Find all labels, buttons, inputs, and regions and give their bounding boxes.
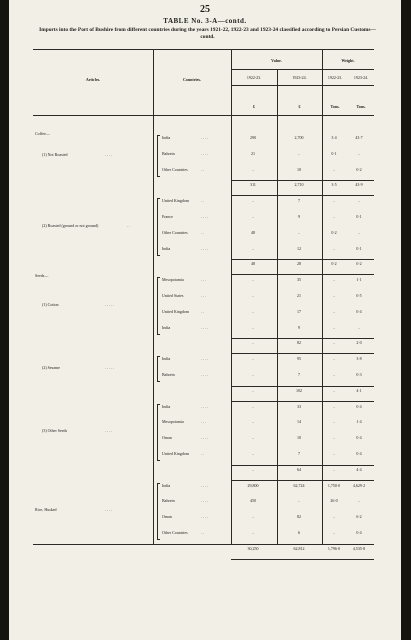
cell-w2: 4,535·8 <box>352 545 366 551</box>
cell-w1: 26·0 <box>330 498 338 504</box>
cell-w1: .. <box>333 387 335 393</box>
cell-w1: .. <box>333 419 335 425</box>
cell-w2: .. <box>358 229 360 235</box>
leader-dots: . . <box>201 166 204 172</box>
leader-dots: . . . . <box>201 435 208 441</box>
leader-dots: . . . . <box>201 150 208 156</box>
country-name: Bahrein <box>162 150 175 156</box>
rule-line <box>231 180 374 181</box>
cell-v2: 28 <box>297 261 301 267</box>
cell-w1: 0·2 <box>331 261 337 267</box>
cell-v2: 7 <box>298 372 300 377</box>
country-name: Other Countries <box>162 166 188 172</box>
country-name: Mesopotamia <box>162 419 184 425</box>
leader-dots: . . . . <box>201 214 208 219</box>
cell-v1: 311 <box>250 182 256 188</box>
rule-line <box>33 544 374 545</box>
article-label: Rice, Husked <box>35 507 57 513</box>
leader-dots: . . . . <box>201 514 208 520</box>
article-label: (3) Other Seeds <box>42 428 68 434</box>
rule-line <box>231 338 374 339</box>
weight-header: Weight. <box>341 58 355 63</box>
cell-v2: 102 <box>296 387 302 393</box>
page-number: 25 <box>200 4 210 15</box>
country-name: Bahrein <box>162 372 175 377</box>
cell-v1: 48 <box>251 229 255 235</box>
cell-w1: 3·4 <box>331 135 337 140</box>
cell-v2: 7 <box>298 198 300 204</box>
cell-w2: .. <box>358 498 360 504</box>
cell-v1: 30,250 <box>247 545 259 551</box>
cell-w1: 3·5 <box>331 182 337 188</box>
cell-w1: .. <box>333 198 335 204</box>
cell-v1: .. <box>252 372 254 377</box>
country-name: India <box>162 482 171 488</box>
cell-v1: .. <box>252 514 254 520</box>
unit-header: Tons. <box>330 104 340 109</box>
cell-w1: .. <box>333 372 335 377</box>
document-page <box>9 0 401 640</box>
cell-w1: .. <box>333 514 335 520</box>
rule-line <box>231 559 374 560</box>
imports-table <box>33 49 374 551</box>
cell-v2: 62,812 <box>293 545 305 551</box>
cell-v1: .. <box>252 198 254 204</box>
rule-line <box>231 480 374 481</box>
cell-v2: 35 <box>297 277 301 283</box>
rule-line <box>231 386 374 387</box>
rule-line <box>231 401 374 402</box>
country-name: India <box>162 356 171 362</box>
cell-v2: 17 <box>297 308 301 314</box>
cell-w2: 0·1 <box>356 245 362 251</box>
cell-w2: 0·5 <box>356 293 362 298</box>
cell-w2: 1·4 <box>356 419 362 425</box>
cell-v2: 82 <box>297 340 301 346</box>
cell-v1: .. <box>252 245 254 251</box>
cell-w1: 0·1 <box>331 150 337 156</box>
rule-line <box>231 353 374 354</box>
cell-w1: 1,750·0 <box>327 482 341 488</box>
cell-v2: 6 <box>298 530 300 535</box>
cell-v2: .. <box>298 150 300 156</box>
grouping-brace <box>157 198 160 255</box>
leader-dots: . . . <box>201 293 206 298</box>
country-name: United Kingdom <box>162 451 189 456</box>
grouping-brace <box>157 135 160 177</box>
leader-dots: . . <box>201 308 204 314</box>
cell-w1: .. <box>333 530 335 535</box>
unit-header: £ <box>253 104 255 109</box>
cell-w1: .. <box>333 277 335 283</box>
country-name: United States <box>162 293 184 298</box>
group-heading-seeds: Seeds— <box>35 273 49 279</box>
country-name: France <box>162 214 173 219</box>
leader-dots: . . . . <box>201 498 208 504</box>
cell-w2: 0·4 <box>356 451 362 456</box>
cell-w2: 0·2 <box>356 166 362 172</box>
leader-dots: . . . . <box>105 428 112 434</box>
cell-v1: .. <box>252 293 254 298</box>
cell-v1: .. <box>252 403 254 409</box>
country-name: United Kingdom <box>162 198 189 204</box>
leader-dots: . . . . <box>201 403 208 409</box>
cell-w2: 4·4 <box>356 466 362 472</box>
cell-v2: 82 <box>297 514 301 520</box>
cell-w2: 1·1 <box>356 277 362 283</box>
cell-v2: 2,700 <box>294 135 304 140</box>
grouping-brace <box>157 277 160 334</box>
rule-line <box>231 274 374 275</box>
leader-dots: . . . . . <box>105 301 114 307</box>
cell-w1: .. <box>333 214 335 219</box>
cell-w2: 0·1 <box>356 214 362 219</box>
year-header: 1923-24. <box>292 75 307 80</box>
cell-v1: .. <box>252 277 254 283</box>
leader-dots: . . . . <box>105 151 112 157</box>
cell-v2: 21 <box>297 293 301 298</box>
cell-w1: .. <box>333 451 335 456</box>
leader-dots: . . . . <box>201 324 208 330</box>
cell-w2: 0·2 <box>356 261 362 267</box>
leader-dots: . . . . <box>201 245 208 251</box>
article-label: (1) Not Roasted <box>42 151 68 157</box>
leader-dots: . . <box>201 229 204 235</box>
cell-v1: .. <box>252 308 254 314</box>
cell-w2: 4·1 <box>356 387 362 393</box>
cell-v2: 7 <box>298 451 300 456</box>
cell-v2: .. <box>298 229 300 235</box>
table-title: TABLE No. 3-A—contd. <box>163 17 247 25</box>
country-name: Oman <box>162 435 172 441</box>
country-name: Other Countries <box>162 530 188 535</box>
cell-w2: 0·3 <box>356 372 362 377</box>
cell-v1: 450 <box>250 498 256 504</box>
cell-v2: 95 <box>297 356 301 362</box>
cell-w1: .. <box>333 356 335 362</box>
column-rule <box>231 49 232 544</box>
country-name: India <box>162 245 171 251</box>
country-name: Bahrein <box>162 498 175 504</box>
cell-v1: .. <box>252 166 254 172</box>
country-name: United Kingdom <box>162 308 189 314</box>
cell-v2: 9 <box>298 214 300 219</box>
rule-line <box>231 465 374 466</box>
country-name: Oman <box>162 514 172 520</box>
article-label: (1) Cotton <box>42 301 59 307</box>
cell-v2: 10 <box>297 166 301 172</box>
group-heading-coffee: Coffee— <box>35 131 50 136</box>
country-name: India <box>162 324 171 330</box>
column-rule <box>153 49 154 544</box>
rule-line <box>231 85 374 86</box>
cell-v2: 9 <box>298 324 300 330</box>
cell-w2: 2·0 <box>356 340 362 346</box>
cell-w2: 43·7 <box>355 135 363 140</box>
cell-w2: 0·4 <box>356 530 362 535</box>
cell-w1: .. <box>333 340 335 346</box>
cell-v1: .. <box>252 214 254 219</box>
cell-v2: 10 <box>297 435 301 441</box>
cell-v2: 12 <box>297 245 301 251</box>
leader-dots: . . . . <box>201 482 208 488</box>
cell-w1: .. <box>333 308 335 314</box>
article-label: (2) Roasted (ground or not ground) <box>42 222 99 228</box>
rule-line <box>231 259 374 260</box>
cell-v1: .. <box>252 356 254 362</box>
cell-w1: .. <box>333 435 335 441</box>
unit-header: £ <box>298 104 301 109</box>
country-name: India <box>162 403 171 409</box>
cell-v1: 21 <box>251 150 255 156</box>
leader-dots: . . <box>201 530 204 535</box>
country-name: India <box>162 135 171 140</box>
leader-dots: . . . <box>201 419 206 425</box>
cell-w1: .. <box>333 324 335 330</box>
leader-dots: . . . <box>201 277 206 283</box>
leader-dots: . . . . <box>201 372 208 377</box>
cell-w2: 4,629·2 <box>352 482 366 488</box>
cell-w1: 1,796·0 <box>327 545 341 551</box>
value-header: Value. <box>271 58 282 63</box>
cell-v1: 29,800 <box>247 482 259 488</box>
year-header: 1923-24. <box>353 75 369 80</box>
cell-v2: 62,724 <box>293 482 305 488</box>
cell-v2: 14 <box>297 419 301 425</box>
cell-v2: 2,710 <box>294 182 304 188</box>
cell-w1: .. <box>333 403 335 409</box>
cell-w1: .. <box>333 166 335 172</box>
country-name: Mesopotamia <box>162 277 184 283</box>
table-caption: Imports into the Port of Bushire from different countries during the years 1921-22, 1922-23 and 1923-24 classified according to Persian Customs—contd. <box>39 27 376 40</box>
countries-header: Countries. <box>183 77 201 82</box>
year-header: 1922-23. <box>327 75 343 80</box>
leader-dots: . . . . <box>105 507 112 513</box>
leader-dots: . . <box>201 198 204 204</box>
cell-v2: .. <box>298 498 300 504</box>
cell-w2: 0·4 <box>356 403 362 409</box>
rule-line <box>231 195 374 196</box>
cell-w2: 0·4 <box>356 435 362 441</box>
cell-w2: .. <box>358 150 360 156</box>
cell-w1: 0·2 <box>331 229 337 235</box>
leader-dots: . . <box>201 451 204 456</box>
cell-w2: 6·2 <box>356 514 362 520</box>
cell-w2: .. <box>358 324 360 330</box>
cell-w2: 3·8 <box>356 356 362 362</box>
cell-v1: .. <box>252 451 254 456</box>
cell-v1: .. <box>252 435 254 441</box>
cell-w1: .. <box>333 293 335 298</box>
cell-w1: .. <box>333 466 335 472</box>
cell-w1: .. <box>333 245 335 251</box>
unit-header: Tons. <box>356 104 366 109</box>
cell-v1: .. <box>252 530 254 535</box>
country-name: Other Countries <box>162 229 188 235</box>
cell-w2: 0·4 <box>356 308 362 314</box>
column-rule <box>277 69 278 544</box>
cell-v1: .. <box>252 466 254 472</box>
cell-v1: 290 <box>250 135 256 140</box>
cell-w2: .. <box>358 198 360 204</box>
leader-dots: . . . . . <box>105 365 114 371</box>
cell-v1: .. <box>252 340 254 346</box>
rule-line <box>231 69 374 70</box>
grouping-brace <box>157 483 160 540</box>
articles-header: Articles. <box>85 77 101 82</box>
leader-dots: . . <box>127 222 130 228</box>
leader-dots: . . . . <box>201 135 208 140</box>
year-header: 1922-23. <box>246 75 262 80</box>
grouping-brace <box>157 356 160 382</box>
cell-v2: 33 <box>297 403 301 409</box>
leader-dots: . . . . <box>201 356 208 362</box>
grouping-brace <box>157 404 160 461</box>
cell-v1: .. <box>252 387 254 393</box>
cell-v2: 64 <box>297 466 301 472</box>
cell-w2: 43·9 <box>355 182 363 188</box>
cell-v1: .. <box>252 324 254 330</box>
cell-v1: 48 <box>251 261 255 267</box>
cell-v1: .. <box>252 419 254 425</box>
article-label: (2) Sesame <box>42 365 60 371</box>
